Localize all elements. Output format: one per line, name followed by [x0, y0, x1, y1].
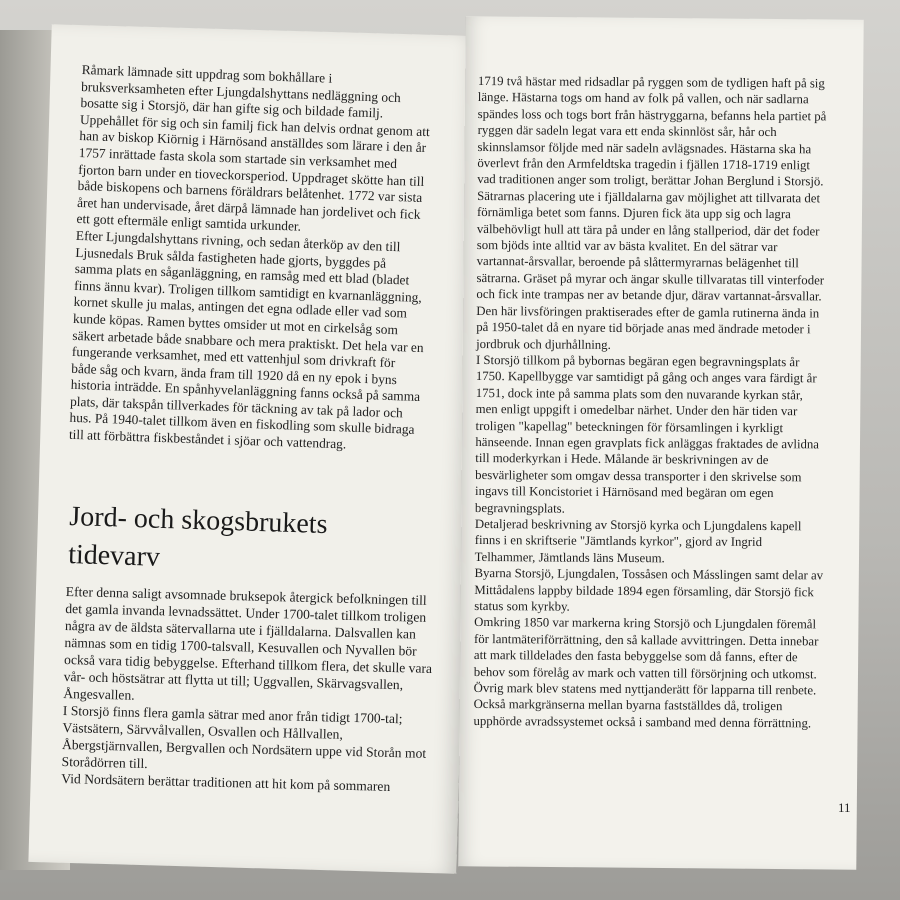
paragraph: Vid Nordsätern berättar traditionen att hit kom på sommaren [61, 770, 391, 794]
right-column [473, 73, 828, 732]
paragraph: Omkring 1850 var markerna kring Storsjö och Ljungdalen föremål för lantmäteriförrättning, den så kallade avvittringen. Detta innebar att mark tilldelades den fasta bebyggelse som då fanns, efter de behov som förelåg av mark och vatten till försörjning och utkomst. Övrig mark blev statens med nyttjanderätt för lapparna till renbete. Också markgränserna mellan byarna fastställdes då, troligen upphörde avradssystemet också i samband med denna förrättning. [473, 615, 819, 731]
paragraph: Efter Ljungdalshyttans rivning, och sedan återköp av den till Ljusnedals Bruk sålda fastigheten hade gjorts, byggdes på samma plats en såganläggning, en ramsåg med ett blad (bladet finns ännu kvar). Troligen tillkom samtidigt en kvarnanläggning, kornet skulle ju malas, antingen det egna odlade eller vad som kunde köpas. Ramen byttes omsider ut mot en cirkelsåg som säkert arbetade både snabbare och mera praktiskt. Det hela var en fungerande verksamhet, med ett vattenhjul som drivkraft för både såg och kvarn, ända fram till 1920 då en ny epok i byns historia inträdde. En spånhyvelanläggning fanns också på samma plats, där takspån tillverkades för täckning av tak på lador och hus. På 1940-talet tillkom även en fiskodling som skulle bidraga till att förbättra fiskbeståndet i sjöar och vattendrag. [68, 227, 424, 452]
section-heading [68, 498, 430, 585]
heading-line: Jord- och skogsbrukets [68, 500, 328, 541]
paragraph: I Storsjö tillkom på bybornas begäran egen begravningsplats år 1750. Kapellbygge var samtidigt på gång och anges vara färdigt år 1751, dock inte på samma plats som den nuvarande kyrkan står, men enligt uppgift i omedelbar närhet. Under den här tiden var troligen "kapellag" beteckningen för församlingen i kyrkligt hänseende. Innan egen gravplats fick anläggas fraktades de avlidna till moderkyrkan i Hede. Målande är beskrivningen av de besvärligheter som omgav dessa transporter i den skrivelse som ingavs till Koncistoriet i Härnösand med begäran om egen begravningsplats. [474, 352, 820, 516]
paragraph: Byarna Storsjö, Ljungdalen, Tossåsen och Másslingen samt delar av Mittådalens lappby bildade 1894 egen församling, där Storsjö fick status som kyrkby. [474, 566, 824, 614]
paragraph: Detaljerad beskrivning av Storsjö kyrka och Ljungdalens kapell finns i en skriftserie "Jämtlands kyrkor", gjord av Ingrid Telhammer, Jämtlands läns Museum. [474, 516, 802, 566]
left-column-top [69, 62, 434, 456]
paragraph: I Storsjö finns flera gamla sätrar med anor från tidigt 1700-tal; Västsätern, Särvvålvallen, Osvallen och Hållvallen, Åbergstjärnvallen, Bergvallen och Nordsätern uppe vid Storån mot Storådörren till. [61, 702, 427, 772]
paragraph: Efter denna saligt avsomnade bruksepok återgick befolkningen till det gamla invanda levnadssättet. Under 1700-talet tillkom troligen några av de äldsta sätervallarna ute i fjälldalarna. Dalsvallen kan nämnas som en tidig 1700-talsvall, Kesuvallen och Nyvallen bör också vara tidig bebyggelse. Efterhand tillkom flera, det skulle vara vår- och höstsätrar att flytta ut till; Uggvallen, Skärvagsvallen, Ångesvallen. [63, 583, 433, 703]
heading-line: tidevarv [67, 538, 161, 573]
paragraph: 1719 två hästar med ridsadlar på ryggen som de tydligen haft på sig länge. Hästarna togs om hand av folk på vallen, och när sadlarna spändes loss och togs bort från hästryggarna, befanns hela partiet på ryggen där sadeln legat vara ett enda skinnlöst sår, hår och skinnslamsor följde med när sadeln avlägsnades. Hästarna ska ha överlevt från den Armfeldtska tragedin i fjällen 1718-1719 enligt vad traditionen anger som troligt, berättar Johan Berglund i Storsjö. [477, 73, 827, 189]
page-number: 11 [838, 800, 851, 815]
left-column-bottom [61, 583, 442, 796]
paragraph: Sätrarnas placering ute i fjälldalarna gav möjlighet att tillvarata det förnämliga betet som fanns. Djuren fick äta upp sig och lagra välbehövligt hull att tära på under en lång stallperiod, där det foder som bjöds inte alltid var av bästa kvalitet. En del sätrar var vartannat-årsvallar, beroende på slåttermyrarnas belägenhet till sätrarna. Gräset på myrar och ängar skulle tillvaratas till vinterfoder och fick inte trampas ner av betande djur, därav vartannat-årsvallar. Den här livsföringen praktiserades efter de gamla rutinerna ända in på 1950-talet då en nyare tid började anas med ändrade metoder i jordbruk och djurhållning. [476, 188, 825, 352]
paragraph: Råmark lämnade sitt uppdrag som bokhållare i bruksverksamheten efter Ljungdalshyttans nedläggning och bosatte sig i Storsjö, där han gifte sig och bildade familj. Uppehållet för sig och sin familj fick han delvis ordnat genom att han av biskop Kiörnig i Härnösand anställdes som lärare i den år 1757 inrättade fasta skola som startade sin verksamhet med fjorton barn under en tioveckorsperiod. Uppdraget skötte han till både biskopens och barnens föräldrars belåtenhet. 1772 var sista året han undervisade, året därpå lämnade han jordelivet och fick ett gott eftermäle enligt samtida urkunder. [76, 62, 430, 235]
